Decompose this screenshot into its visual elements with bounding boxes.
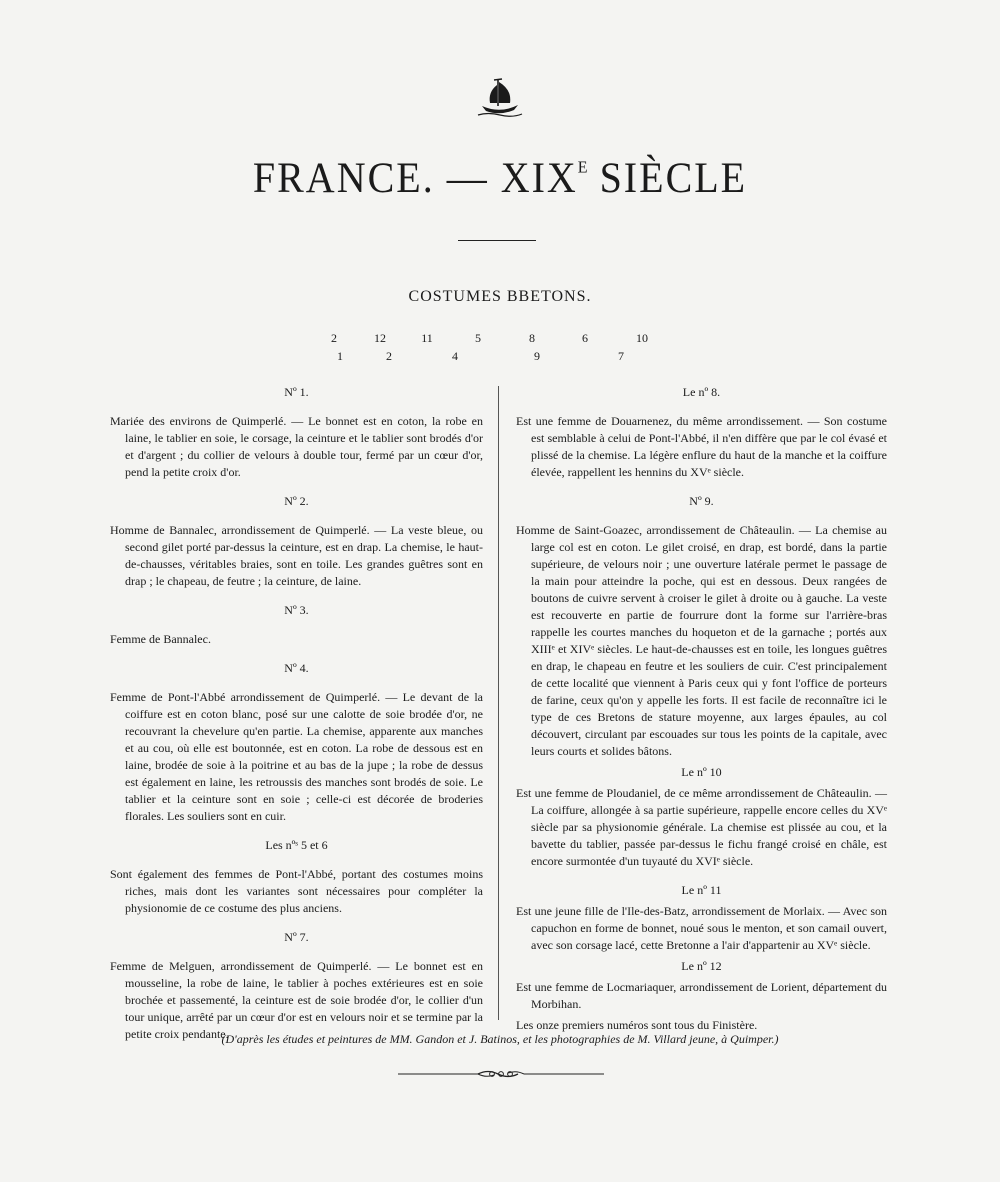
entry-heading: Nº 7.: [284, 930, 309, 944]
right-column: [516, 384, 887, 1034]
entry-heading: Nº 4.: [284, 661, 309, 675]
entry-text: Femme de Bannalec.: [110, 632, 211, 646]
title-rule: [458, 240, 536, 241]
section-subtitle: COSTUMES BBETONS.: [408, 288, 592, 305]
scroll-divider-icon: [398, 1068, 604, 1080]
entry-heading: Nº 2.: [284, 494, 309, 508]
entry-text: Est une jeune fille de l'Ile-des-Batz, arrondissement de Morlaix. — Avec son capuchon en forme de bonnet, noué sous le menton, et son camail ouvert, avec son corsage lacé, cette Bretonne a l'air d'appartenir au XVᵉ siècle.: [516, 904, 887, 952]
figure-key-number: 1: [337, 349, 343, 363]
entry-text: Femme de Melguen, arrondissement de Quimperlé. — Le bonnet est en mousseline, la robe de laine, le tablier à poches extérieures est en soie brochée et passementé, la ceinture est de soie brodée d'or, le collier d'un tour unique, arrêté par un cœur d'or est en velours noir et se termine par la petite croix pendante.: [110, 959, 483, 1041]
entry-text: Homme de Saint-Goazec, arrondissement de Châteaulin. — La chemise au large col est en coton. Le gilet croisé, en drap, est bordé, dans la partie supérieure, de velours noir ; une ouverture latérale permet le passage de la main pour atteindre la poche, qui est en dessous. Deux rangées de boutons de cuivre servent à croiser le gilet à droite ou à gauche. La veste est recouverte en partie de fourrure dont la forme sur l'arrière-bras rappelle les courtes manches du hoqueton et de la garnache ; portés aux XIIIᵉ et XIVᵉ siècles. Le haut-de-chausses est en toile, les longues guêtres en drap, le chapeau en feutre et les souliers de cuir. C'est principalement de cette localité que viennent à Paris ceux qui y font l'office de porteurs de farine, ceux qu'on y appelle les forts. Il est facile de reconnaître ici le type de ces Bretons de stature moyenne, aux larges épaules, au col découvert, circulant par escouades sur tous les points de la capitale, avec leurs courts et solides bâtons.: [516, 523, 887, 758]
entry-text: Est une femme de Locmariaquer, arrondissement de Lorient, département du Morbihan.: [516, 980, 887, 1011]
column-divider: [498, 386, 499, 1020]
closing-note: Les onze premiers numéros sont tous du Finistère.: [516, 1018, 758, 1032]
figure-key-number: 4: [452, 349, 458, 363]
figure-key-number: 12: [374, 331, 386, 345]
entry-text: Est une femme de Ploudaniel, de ce même arrondissement de Châteaulin. — La coiffure, allongée à sa partie supérieure, rappelle encore celles du XVᵉ siècle par sa physionomie générale. La chemise est plissée au cou, et la bavette du tablier, passée par-dessus le fichu frangé croisé en châle, est encore surmontée d'un tuyauté du XVIᵉ siècle.: [516, 786, 887, 868]
entry-heading: Nº 3.: [284, 603, 309, 617]
entry-heading: Nº 1.: [284, 385, 309, 399]
title-main: FRANCE. — XIX: [252, 153, 578, 202]
entry-text: Est une femme de Douarnenez, du même arrondissement. — Son costume est semblable à celui de Pont-l'Abbé, il n'en diffère que par le col évasé et plissé de la chemise. La légère enflure du haut de la manche et la coiffure élevée, rappellent les hennins du XVᵉ siècle.: [516, 414, 887, 479]
entry-heading: Nº 9.: [689, 494, 714, 508]
title-end: SIÈCLE: [587, 153, 748, 202]
entry-text: Femme de Pont-l'Abbé arrondissement de Quimperlé. — Le devant de la coiffure est en coton blanc, posé sur une calotte de soie brodée d'or, ne recouvrant la chevelure qu'en partie. La chemise, apparente aux manches et au cou, où elle est boutonnée, est en coton. La robe de dessous est en laine, brodée de soie à la poitrine et au bas de la jupe ; la robe de dessus est également en laine, les retroussis des manches sont brodés de soie. Le tablier et la ceinture sont en soie ; celle-ci est décorée de broderies florales. Les souliers sont en cuir.: [110, 690, 483, 823]
entry-heading: Le nº 11: [681, 883, 722, 897]
figure-key-number: 2: [331, 331, 337, 345]
entry-text: Sont également des femmes de Pont-l'Abbé, portant des costumes moins riches, mais dont les variantes sont nécessaires pour compléter la physionomie de ce costume des plus anciens.: [110, 867, 483, 915]
left-column: [110, 384, 483, 1043]
entry-heading: Les nºˢ 5 et 6: [265, 838, 328, 852]
figure-key-number: 6: [582, 331, 588, 345]
ship-vignette-icon: [476, 76, 524, 118]
figure-key-number: 9: [534, 349, 540, 363]
figure-key-number: 11: [421, 331, 433, 345]
entry-heading: Le nº 10: [681, 765, 722, 779]
entry-heading: Le nº 12: [681, 959, 722, 973]
entry-text: Mariée des environs de Quimperlé. — Le bonnet est en coton, la robe en laine, le tablier en soie, le corsage, la ceinture et le tablier sont brodés d'or et d'argent ; du collier de velours à double tour, fermé par un cœur d'or, pend la petite croix d'or.: [110, 414, 483, 479]
figure-key-number: 5: [475, 331, 481, 345]
figure-key-number: 10: [636, 331, 648, 345]
figure-key-number: 8: [529, 331, 535, 345]
credit-line: (D'après les études et peintures de MM. Gandon et J. Batinos, et les photographies de M. Villard jeune, à Quimper.): [221, 1032, 779, 1046]
figure-key-number: 7: [618, 349, 624, 363]
figure-key-number: 2: [386, 349, 392, 363]
entry-heading: Le nº 8.: [682, 385, 721, 399]
title-superscript: E: [577, 158, 588, 177]
page-title: [0, 152, 1000, 203]
entry-text: Homme de Bannalec, arrondissement de Quimperlé. — La veste bleue, ou second gilet porté par-dessus la ceinture, est en drap. La chemise, le haut-de-chausses, véritables braies, sont en toile. Les grandes guêtres sont en drap ; le chapeau, de feutre ; la ceinture, de laine.: [110, 523, 483, 588]
